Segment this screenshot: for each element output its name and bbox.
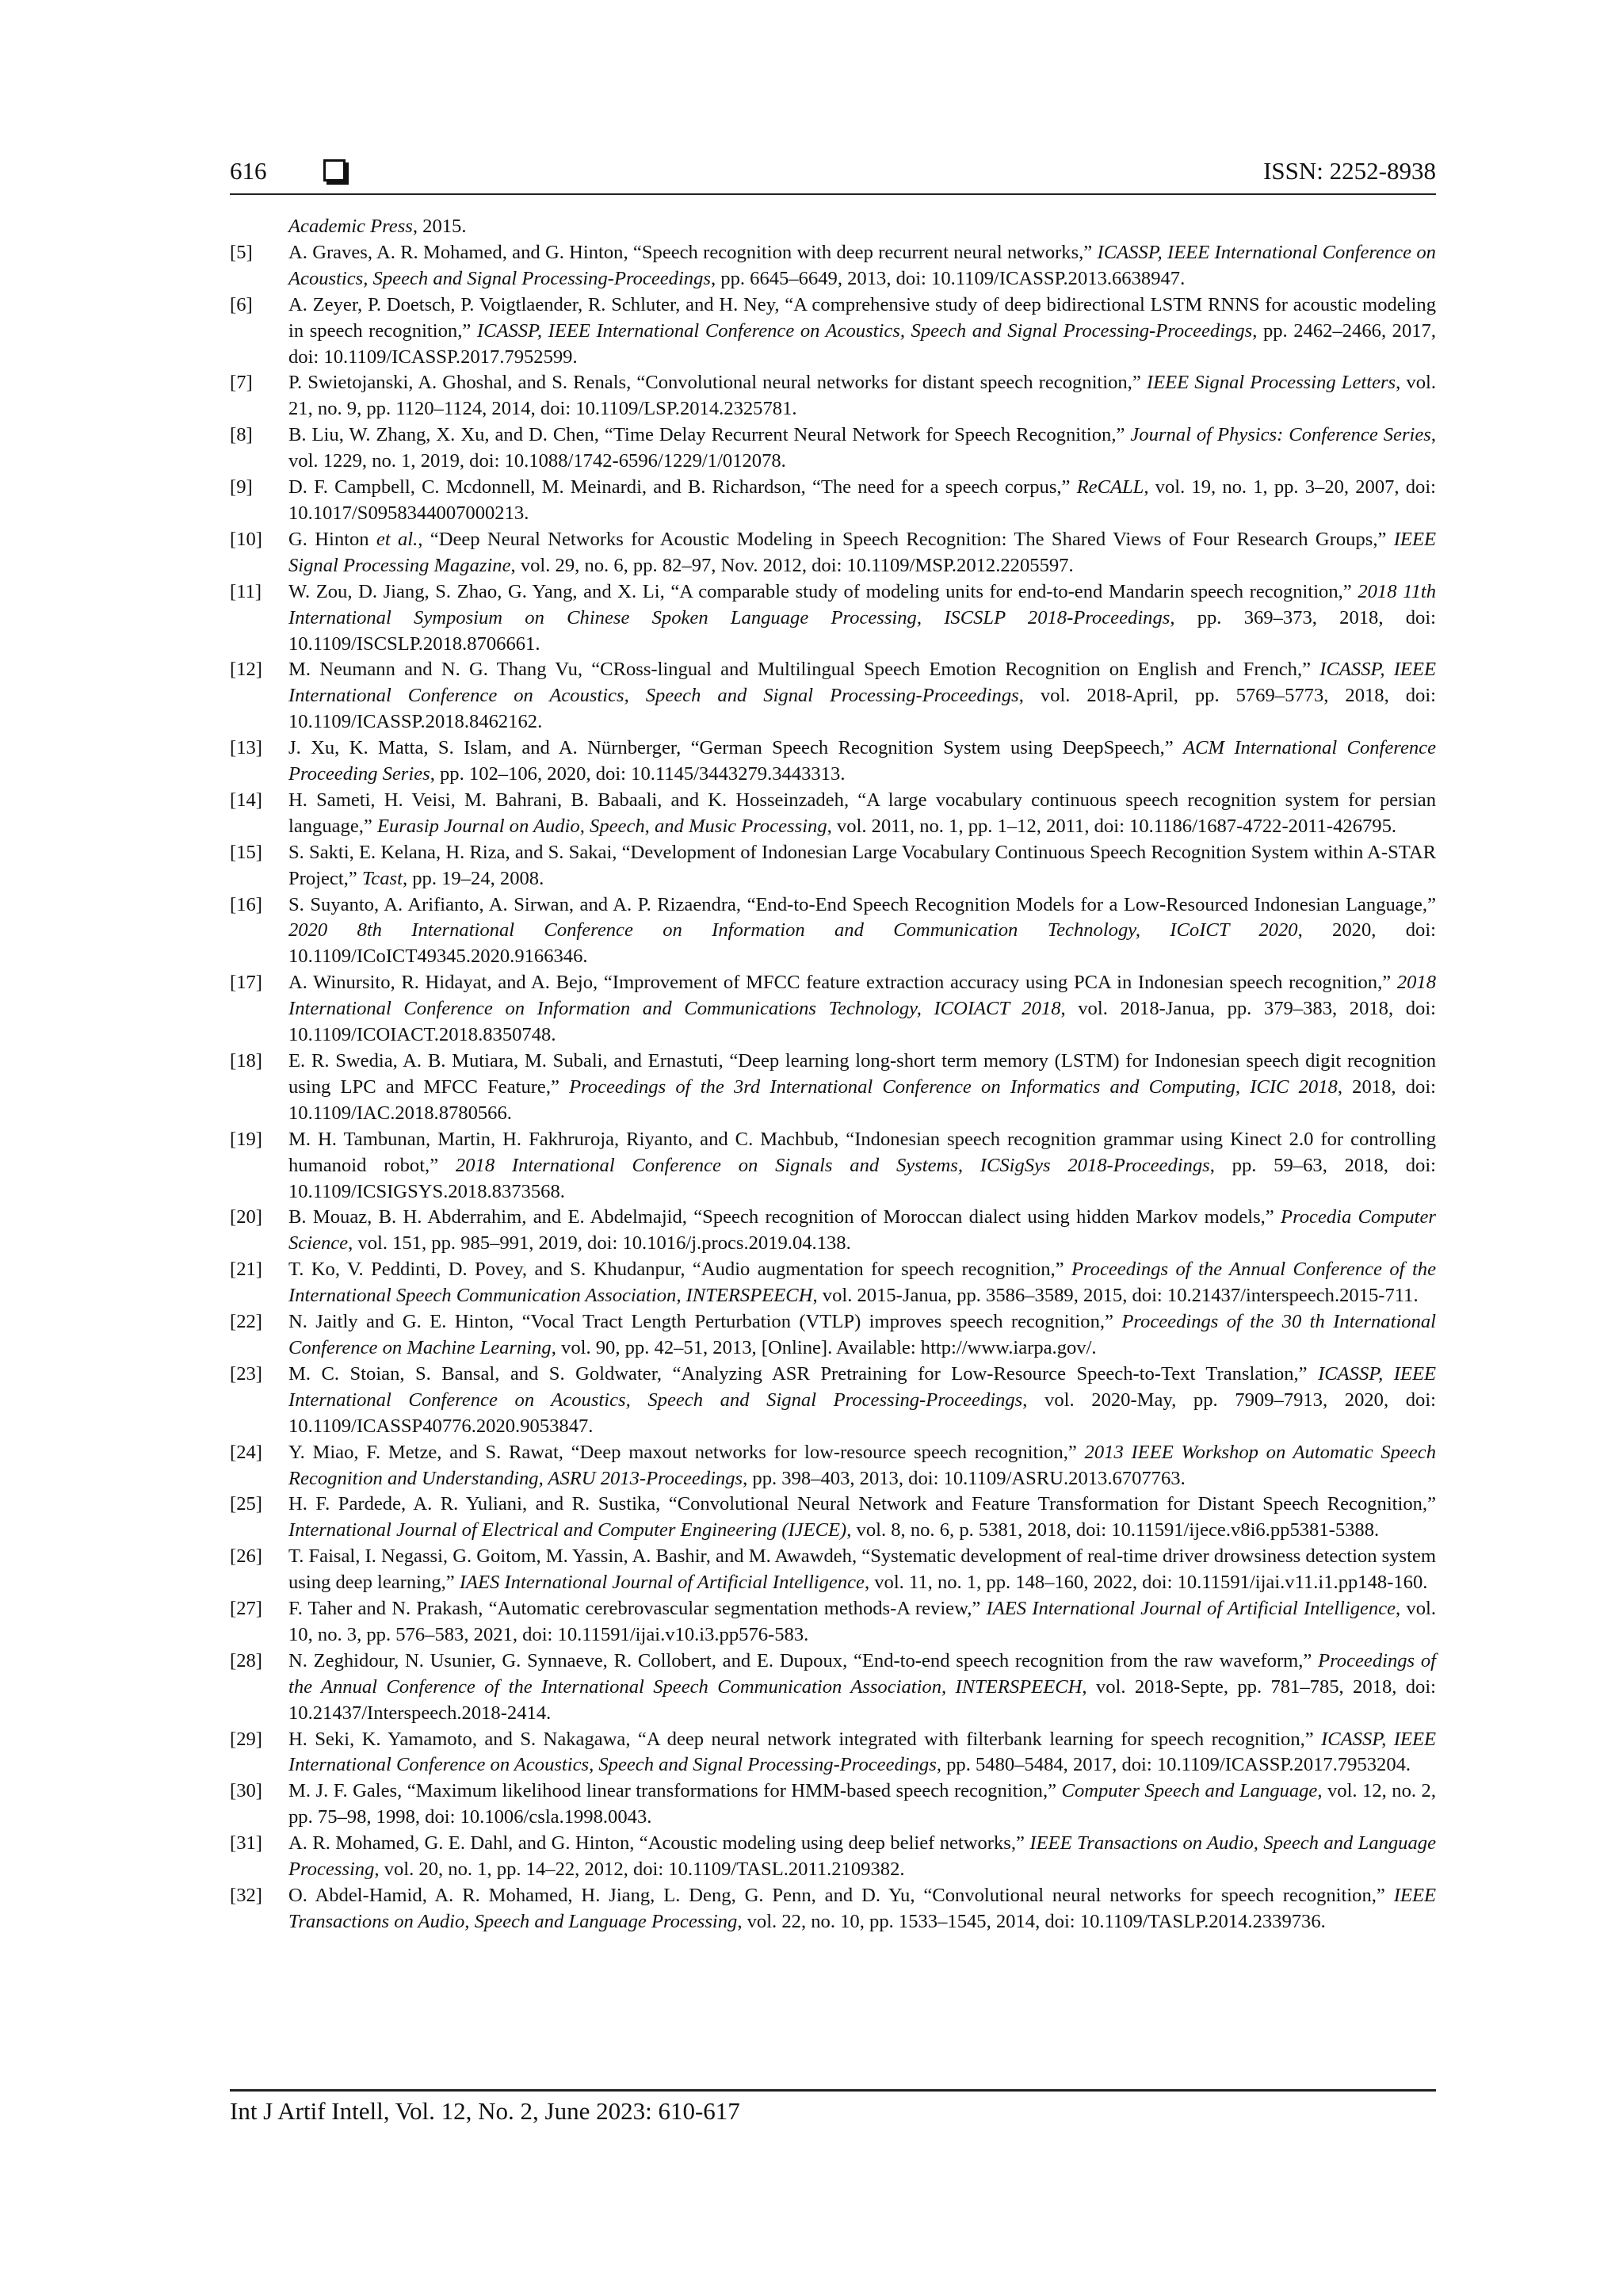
- reference-number: [8]: [230, 424, 253, 446]
- reference-item: [230, 1831, 1436, 1883]
- reference-number: [20]: [230, 1206, 262, 1228]
- reference-text: [288, 1309, 1436, 1362]
- reference-venue: Proceedings of the Annual Conference of the International Speech Communication Association, INTERSPEECH: [288, 1649, 1436, 1698]
- reference-venue: ReCALL: [1076, 476, 1144, 499]
- reference-venue: ICASSP, IEEE International Conference on Acoustics, Speech and Signal Processing-Proceedings: [288, 1728, 1436, 1776]
- reference-number: [27]: [230, 1598, 262, 1620]
- reference-item: [230, 1257, 1436, 1309]
- reference-segment: , 2018, doi: 10.1109/IAC.2018.8780566.: [288, 1075, 1436, 1124]
- reference-segment: , vol. 151, pp. 985–991, 2019, doi: 10.1016/j.procs.2019.04.138.: [348, 1232, 851, 1255]
- footer-citation: Int J Artif Intell, Vol. 12, No. 2, June 2023: 610-617: [230, 2097, 740, 2125]
- reference-text: [288, 892, 1436, 971]
- reference-text: [288, 1544, 1436, 1596]
- reference-venue: ICASSP, IEEE International Conference on Acoustics, Speech and Signal Processing-Proceedings: [476, 319, 1253, 342]
- reference-segment: , pp. 5480–5484, 2017, doi: 10.1109/ICASSP.2017.7953204.: [936, 1754, 1411, 1776]
- reference-text: [288, 214, 1436, 240]
- reference-venue: ACM International Conference Proceeding Series: [288, 737, 1437, 785]
- reference-venue: ICASSP, IEEE International Conference on Acoustics, Speech and Signal Processing-Proceedings: [288, 1362, 1437, 1411]
- reference-segment: M. H. Tambunan, Martin, H. Fakhruroja, Riyanto, and C. Machbub, “Indonesian speech recognition grammar using Kinect 2.0 for controlling humanoid robot,”: [288, 1128, 1436, 1176]
- reference-item: [230, 370, 1436, 422]
- reference-item: [230, 1883, 1436, 1935]
- reference-item: [230, 1362, 1436, 1440]
- reference-segment: , vol. 10, no. 3, pp. 576–583, 2021, doi: 10.11591/ijai.v10.i3.pp576-583.: [288, 1598, 1436, 1645]
- reference-number: [23]: [230, 1362, 262, 1385]
- reference-item: [230, 970, 1436, 1049]
- reference-text: [288, 1127, 1436, 1205]
- reference-text: [288, 292, 1436, 371]
- reference-number: [29]: [230, 1728, 262, 1750]
- reference-segment: , vol. 29, no. 6, pp. 82–97, Nov. 2012, doi: 10.1109/MSP.2012.2205597.: [510, 554, 1074, 576]
- reference-text: [288, 1831, 1436, 1883]
- reference-number: [18]: [230, 1050, 262, 1072]
- reference-venue: Computer Speech and Language: [1061, 1780, 1318, 1802]
- reference-item: [230, 422, 1436, 475]
- reference-number: [25]: [230, 1493, 262, 1515]
- reference-text: [288, 840, 1436, 892]
- reference-number: [28]: [230, 1649, 262, 1671]
- issn-label: ISSN: 2252-8938: [1263, 157, 1436, 185]
- reference-segment: J. Xu, K. Matta, S. Islam, and A. Nürnberger, “German Speech Recognition System using DeepSpeech,”: [288, 737, 1184, 759]
- reference-segment: S. Sakti, E. Kelana, H. Riza, and S. Sakai, “Development of Indonesian Large Vocabulary Continuous Speech Recognition System within A-STAR Project,”: [288, 841, 1436, 889]
- page-header: [230, 157, 1436, 195]
- reference-text: [288, 1362, 1436, 1440]
- reference-segment: , vol. 21, no. 9, pp. 1120–1124, 2014, doi: 10.1109/LSP.2014.2325781.: [288, 372, 1436, 420]
- reference-text: [288, 475, 1436, 527]
- reference-item: [230, 735, 1436, 788]
- reference-segment: N. Jaitly and G. E. Hinton, “Vocal Tract Length Perturbation (VTLP) improves speech recognition,”: [288, 1311, 1122, 1333]
- reference-segment: , pp. 59–63, 2018, doi: 10.1109/ICSIGSYS.2018.8373568.: [288, 1154, 1437, 1202]
- reference-venue: International Journal of Electrical and Computer Engineering (IJECE): [288, 1519, 847, 1541]
- reference-item: [230, 1127, 1436, 1205]
- reference-text: [288, 735, 1436, 788]
- reference-number: [10]: [230, 528, 262, 550]
- square-box-icon: [323, 159, 346, 181]
- reference-segment: T. Ko, V. Peddinti, D. Povey, and S. Khudanpur, “Audio augmentation for speech recognition,”: [288, 1259, 1071, 1281]
- reference-segment: , pp. 398–403, 2013, doi: 10.1109/ASRU.2013.6707763.: [743, 1467, 1186, 1489]
- reference-segment: , pp. 369–373, 2018, doi: 10.1109/ISCSLP.2018.8706661.: [288, 606, 1436, 655]
- reference-item: [230, 1727, 1436, 1779]
- reference-venue: Academic Press: [288, 216, 413, 237]
- reference-segment: H. Seki, K. Yamamoto, and S. Nakagawa, “A deep neural network integrated with filterbank learning for speech recognition,”: [288, 1728, 1322, 1750]
- reference-segment: , vol. 2015-Janua, pp. 3586–3589, 2015, doi: 10.21437/interspeech.2015-711.: [812, 1285, 1419, 1307]
- reference-venue: Tcast: [361, 867, 403, 889]
- reference-item: [230, 240, 1436, 292]
- reference-text: [288, 970, 1436, 1049]
- reference-segment: , vol. 2018-Septe, pp. 781–785, 2018, doi: 10.21437/Interspeech.2018-2414.: [288, 1675, 1437, 1724]
- reference-item: [230, 892, 1436, 971]
- reference-segment: , vol. 11, no. 1, pp. 148–160, 2022, doi: 10.11591/ijai.v11.i1.pp148-160.: [864, 1572, 1428, 1594]
- reference-number: [21]: [230, 1259, 262, 1281]
- reference-number: [30]: [230, 1780, 262, 1802]
- reference-segment: , vol. 20, no. 1, pp. 14–22, 2012, doi: 10.1109/TASL.2011.2109382.: [374, 1859, 905, 1881]
- reference-segment: S. Suyanto, A. Arifianto, A. Sirwan, and A. P. Rizaendra, “End-to-End Speech Recognition Models for a Low-Resourced Indonesian Language,”: [288, 893, 1436, 915]
- reference-venue: IEEE Transactions on Audio, Speech and Language Processing: [288, 1832, 1436, 1881]
- reference-number: [15]: [230, 841, 262, 863]
- page-number: 616: [230, 157, 267, 185]
- reference-text: [288, 1778, 1436, 1831]
- reference-text: [288, 1492, 1436, 1544]
- reference-text: [288, 240, 1436, 292]
- reference-item: [230, 1596, 1436, 1648]
- reference-venue: 2020 8th International Conference on Information and Communication Technology, ICoICT 2020: [288, 919, 1298, 942]
- reference-text: [288, 527, 1436, 579]
- reference-number: [9]: [230, 476, 253, 499]
- reference-segment: , vol. 2020-May, pp. 7909–7913, 2020, doi: 10.1109/ICASSP40776.2020.9053847.: [288, 1389, 1437, 1437]
- reference-segment: M. J. F. Gales, “Maximum likelihood linear transformations for HMM-based speech recognition,”: [288, 1780, 1062, 1802]
- reference-item: [230, 1205, 1436, 1257]
- reference-number: [230, 214, 288, 240]
- reference-text: [288, 1727, 1436, 1779]
- reference-item: [230, 788, 1436, 840]
- reference-segment: , vol. 2018-Janua, pp. 379–383, 2018, doi: 10.1109/ICOIACT.2018.8350748.: [288, 998, 1436, 1046]
- reference-item: [230, 1648, 1436, 1727]
- reference-number: [5]: [230, 241, 253, 263]
- reference-segment: A. Graves, A. R. Mohamed, and G. Hinton, “Speech recognition with deep recurrent neural networks,”: [288, 241, 1098, 263]
- reference-item: [230, 527, 1436, 579]
- reference-segment: T. Faisal, I. Negassi, G. Goitom, M. Yassin, A. Bashir, and M. Awawdeh, “Systematic development of real-time driver drowsiness detection system using deep learning,”: [288, 1545, 1436, 1594]
- reference-item: [230, 657, 1436, 735]
- reference-number: [6]: [230, 293, 253, 315]
- reference-number: [32]: [230, 1885, 262, 1906]
- reference-segment: H. F. Pardede, A. R. Yuliani, and R. Sustika, “Convolutional Neural Network and Feature Transformation for Distant Speech Recognition,”: [288, 1493, 1436, 1515]
- reference-item: [230, 214, 1436, 240]
- reference-segment: , pp. 2462–2466, 2017, doi: 10.1109/ICASSP.2017.7952599.: [288, 319, 1436, 368]
- reference-text: [288, 1257, 1436, 1309]
- reference-item: [230, 1492, 1436, 1544]
- reference-segment: H. Sameti, H. Veisi, M. Bahrani, B. Babaali, and K. Hosseinzadeh, “A large vocabulary continuous speech recognition system for persian language,”: [288, 789, 1436, 837]
- reference-text: [288, 657, 1436, 735]
- reference-segment: B. Mouaz, B. H. Abderrahim, and E. Abdelmajid, “Speech recognition of Moroccan dialect using hidden Markov models,”: [288, 1206, 1281, 1228]
- reference-item: [230, 579, 1436, 658]
- reference-segment: , vol. 22, no. 10, pp. 1533–1545, 2014, doi: 10.1109/TASLP.2014.2339736.: [737, 1910, 1326, 1932]
- reference-segment: A. R. Mohamed, G. E. Dahl, and G. Hinton, “Acoustic modeling using deep belief networks,”: [288, 1832, 1030, 1855]
- reference-text: [288, 1049, 1436, 1127]
- reference-segment: A. Winursito, R. Hidayat, and A. Bejo, “Improvement of MFCC feature extraction accuracy using PCA in Indonesian speech recognition,”: [288, 972, 1397, 994]
- reference-text: [288, 1883, 1436, 1935]
- reference-venue: IEEE Signal Processing Magazine: [288, 528, 1436, 576]
- reference-segment: , 2015.: [412, 216, 467, 237]
- reference-venue: 2018 International Conference on Information and Communications Technology, ICOIACT 2018: [288, 972, 1436, 1020]
- reference-text: [288, 370, 1436, 422]
- reference-text: [288, 579, 1436, 658]
- reference-venue: Proceedings of the 3rd International Conference on Informatics and Computing, ICIC 2018: [569, 1075, 1338, 1098]
- reference-venue: Proceedings of the Annual Conference of the International Speech Communication Association, INTERSPEECH: [288, 1259, 1436, 1307]
- reference-segment: , vol. 2018-April, pp. 5769–5773, 2018, doi: 10.1109/ICASSP.2018.8462162.: [288, 685, 1436, 733]
- reference-segment: , pp. 6645–6649, 2013, doi: 10.1109/ICASSP.2013.6638947.: [710, 267, 1186, 289]
- reference-segment: , vol. 1229, no. 1, 2019, doi: 10.1088/1742-6596/1229/1/012078.: [288, 424, 1436, 472]
- reference-segment: F. Taher and N. Prakash, “Automatic cerebrovascular segmentation methods-A review,”: [288, 1598, 987, 1620]
- footer-divider: [230, 2089, 1436, 2092]
- reference-venue: Proceedings of the 30 th International Conference on Machine Learning: [288, 1311, 1436, 1358]
- reference-venue: et al.: [376, 528, 418, 550]
- reference-segment: G. Hinton: [288, 528, 376, 550]
- reference-number: [17]: [230, 972, 262, 994]
- reference-item: [230, 1778, 1436, 1831]
- reference-segment: M. Neumann and N. G. Thang Vu, “CRoss-lingual and Multilingual Speech Emotion Recognition on English and French,”: [288, 659, 1320, 681]
- reference-item: [230, 292, 1436, 371]
- reference-number: [7]: [230, 372, 253, 394]
- reference-number: [26]: [230, 1545, 262, 1568]
- reference-item: [230, 1544, 1436, 1596]
- reference-number: [19]: [230, 1128, 262, 1150]
- reference-number: [12]: [230, 659, 262, 681]
- reference-segment: , vol. 2011, no. 1, pp. 1–12, 2011, doi: 10.1186/1687-4722-2011-426795.: [827, 815, 1397, 837]
- reference-number: [22]: [230, 1311, 262, 1333]
- reference-number: [24]: [230, 1441, 262, 1463]
- reference-venue: IEEE Transactions on Audio, Speech and Language Processing: [288, 1885, 1436, 1932]
- reference-venue: ICASSP, IEEE International Conference on Acoustics, Speech and Signal Processing-Proceedings: [288, 241, 1436, 289]
- reference-text: [288, 1440, 1436, 1492]
- reference-venue: Eurasip Journal on Audio, Speech, and Music Processing: [376, 815, 827, 837]
- reference-text: [288, 422, 1436, 475]
- reference-venue: IAES International Journal of Artificial Intelligence: [986, 1598, 1396, 1620]
- header-divider: [230, 193, 1436, 195]
- reference-number: [16]: [230, 893, 262, 915]
- reference-segment: D. F. Campbell, C. Mcdonnell, M. Meinardi, and B. Richardson, “The need for a speech corpus,”: [288, 476, 1077, 499]
- reference-text: [288, 1205, 1436, 1257]
- reference-text: [288, 788, 1436, 840]
- reference-venue: Journal of Physics: Conference Series: [1130, 424, 1431, 446]
- reference-item: [230, 1440, 1436, 1492]
- reference-segment: , vol. 8, no. 6, p. 5381, 2018, doi: 10.11591/ijece.v8i6.pp5381-5388.: [846, 1519, 1380, 1541]
- reference-segment: , pp. 19–24, 2008.: [402, 867, 544, 889]
- reference-segment: , “Deep Neural Networks for Acoustic Modeling in Speech Recognition: The Shared Views of Four Research Groups,”: [418, 528, 1394, 550]
- reference-segment: N. Zeghidour, N. Usunier, G. Synnaeve, R. Collobert, and E. Dupoux, “End-to-end speech recognition from the raw waveform,”: [288, 1649, 1319, 1671]
- reference-segment: , pp. 102–106, 2020, doi: 10.1145/3443279.3443313.: [430, 763, 846, 785]
- reference-segment: , 2020, doi: 10.1109/ICoICT49345.2020.9166346.: [288, 919, 1436, 968]
- reference-segment: , vol. 19, no. 1, pp. 3–20, 2007, doi: 10.1017/S0958344007000213.: [288, 476, 1436, 524]
- reference-number: [13]: [230, 737, 262, 759]
- reference-item: [230, 840, 1436, 892]
- reference-segment: P. Swietojanski, A. Ghoshal, and S. Renals, “Convolutional neural networks for distant speech recognition,”: [288, 372, 1147, 394]
- reference-segment: W. Zou, D. Jiang, S. Zhao, G. Yang, and X. Li, “A comparable study of modeling units for end-to-end Mandarin speech recognition,”: [288, 580, 1358, 602]
- reference-text: [288, 1596, 1436, 1648]
- reference-venue: ICASSP, IEEE International Conference on Acoustics, Speech and Signal Processing-Proceedings: [288, 659, 1436, 707]
- reference-item: [230, 1309, 1436, 1362]
- reference-segment: O. Abdel-Hamid, A. R. Mohamed, H. Jiang, L. Deng, G. Penn, and D. Yu, “Convolutional neural networks for speech recognition,”: [288, 1885, 1394, 1906]
- reference-venue: 2018 International Conference on Signals and Systems, ICSigSys 2018-Proceedings: [455, 1154, 1210, 1176]
- reference-venue: IAES International Journal of Artificial Intelligence: [459, 1572, 865, 1594]
- reference-number: [31]: [230, 1832, 262, 1855]
- reference-segment: Y. Miao, F. Metze, and S. Rawat, “Deep maxout networks for low-resource speech recognition,”: [288, 1441, 1085, 1463]
- reference-segment: A. Zeyer, P. Doetsch, P. Voigtlaender, R. Schluter, and H. Ney, “A comprehensive study of deep bidirectional LSTM RNNS for acoustic modeling in speech recognition,”: [288, 293, 1436, 342]
- reference-venue: Procedia Computer Science: [288, 1206, 1436, 1255]
- reference-item: [230, 1049, 1436, 1127]
- reference-list: [230, 214, 1436, 1935]
- reference-segment: E. R. Swedia, A. B. Mutiara, M. Subali, and Ernastuti, “Deep learning long-short term memory (LSTM) for Indonesian speech digit recognition using LPC and MFCC Feature,”: [288, 1050, 1436, 1098]
- reference-segment: , vol. 12, no. 2, pp. 75–98, 1998, doi: 10.1006/csla.1998.0043.: [288, 1780, 1436, 1828]
- reference-segment: B. Liu, W. Zhang, X. Xu, and D. Chen, “Time Delay Recurrent Neural Network for Speech Recognition,”: [288, 424, 1131, 446]
- reference-venue: 2018 11th International Symposium on Chinese Spoken Language Processing, ISCSLP 2018-Proceedings: [288, 580, 1437, 628]
- reference-venue: IEEE Signal Processing Letters: [1146, 372, 1396, 394]
- reference-number: [14]: [230, 789, 262, 811]
- reference-segment: M. C. Stoian, S. Bansal, and S. Goldwater, “Analyzing ASR Pretraining for Low-Resource Speech-to-Text Translation,”: [288, 1362, 1319, 1385]
- reference-number: [11]: [230, 580, 262, 602]
- reference-segment: , vol. 90, pp. 42–51, 2013, [Online]. Available: http://www.iarpa.gov/.: [551, 1336, 1097, 1358]
- reference-venue: 2013 IEEE Workshop on Automatic Speech Recognition and Understanding, ASRU 2013-Proceedings: [288, 1441, 1436, 1489]
- reference-text: [288, 1648, 1436, 1727]
- reference-item: [230, 475, 1436, 527]
